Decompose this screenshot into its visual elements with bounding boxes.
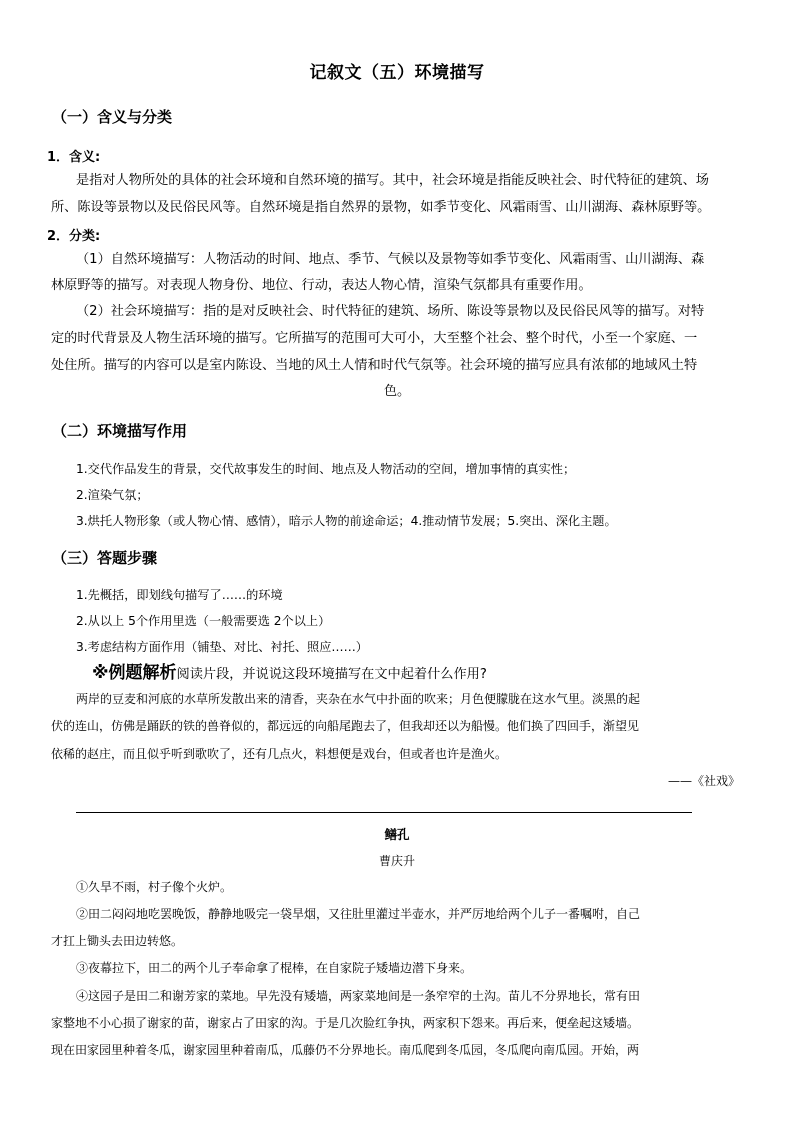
section3-heading: （三）答题步骤 <box>52 549 158 567</box>
page-title: 记叙文（五）环境描写 <box>309 63 485 83</box>
step-item-3: 3.考虑结构方面作用（铺垫、对比、衬托、照应……） <box>76 640 368 654</box>
story-paragraph-line: ④这园子是田二和谢芳家的菜地。早先没有矮墙，两家菜地间是一条窄窄的土沟。苗儿不分界地长，常有田 <box>76 989 641 1003</box>
classification-label: 2．分类: <box>47 229 101 244</box>
social-env-line-2: 定的时代背景及人物生活环境的描写。它所描写的范围可大可小，大至整个社会、整个时代，小至一个家庭、一 <box>51 331 698 346</box>
step-item-2: 2.从以上 5个作用里选（一般需要选 2个以上） <box>76 614 331 628</box>
social-env-line-3: 处住所。描写的内容可以是室内陈设、当地的风土人情和时代气氛等。社会环境的描写应具有浓郁的地域风土特 <box>51 358 698 373</box>
story-paragraph-line: ②田二闷闷地吃罢晚饭，静静地吸完一袋旱烟，又往肚里灌过半壶水，并严厉地给两个儿子一番嘱咐，自己 <box>76 907 641 921</box>
natural-env-line-2: 林原野等的描写。对表现人物身份、地位、行动，表达人物心情，渲染气氛都具有重要作用。 <box>51 278 592 293</box>
function-item-1: 1.交代作品发生的背景，交代故事发生的时间、地点及人物活动的空间，增加事情的真实性； <box>76 462 576 476</box>
story-paragraph-line: 家整地不小心损了谢家的苗，谢家占了田家的沟。于是几次脸红争执，两家积下怨来。再后来，便垒起这矮墙。 <box>51 1016 640 1030</box>
example-passage-line-3: 依稀的赵庄，而且似乎听到歌吹了，还有几点火，料想便是戏台，但或者也许是渔火。 <box>51 747 508 761</box>
story-paragraph-line: ③夜幕拉下，田二的两个儿子奉命拿了棍棒，在自家院子矮墙边潜下身来。 <box>76 961 473 975</box>
definition-line-2: 所、陈设等景物以及民俗民风等。自然环境是指自然界的景物，如季节变化、风霜雨雪、山川湖海、森林原野等。 <box>51 200 711 215</box>
step-item-1: 1.先概括，即划线句描写了……的环境 <box>76 588 283 602</box>
definition-line-1: 是指对人物所处的具体的社会环境和自然环境的描写。其中，社会环境是指能反映社会、时代特征的建筑、场 <box>76 173 709 188</box>
social-env-line-1: （2）社会环境描写：指的是对反映社会、时代特征的建筑、场所、陈设等景物以及民俗民风等的描写。对特 <box>76 304 705 319</box>
natural-env-line-1: （1）自然环境描写：人物活动的时间、地点、季节、气候以及景物等如季节变化、风霜雨雪、山川湖海、森 <box>76 252 705 267</box>
story-paragraph-line: 现在田家园里种着冬瓜，谢家园里种着南瓜，瓜藤仍不分界地长。南瓜爬到冬瓜园，冬瓜爬向南瓜园。开始，两 <box>51 1043 640 1057</box>
definition-label: 1．含义: <box>47 150 101 165</box>
story-author: 曹庆升 <box>378 854 415 868</box>
section-divider <box>76 812 692 813</box>
social-env-line-4: 色。 <box>383 384 411 399</box>
example-prompt: 阅读片段，并说说这段环境描写在文中起着什么作用? <box>176 667 487 682</box>
example-passage-line-2: 伏的连山，仿佛是踊跃的铁的兽脊似的，都远远的向船尾跑去了，但我却还以为船慢。他们换了四回手，渐望见 <box>51 719 640 733</box>
example-passage-line-1: 两岸的豆麦和河底的水草所发散出来的清香，夹杂在水气中扑面的吹来；月色便朦胧在这水气里。淡黑的起 <box>76 692 641 706</box>
function-item-3: 3.烘托人物形象（或人物心情、感情），暗示人物的前途命运；4.推动情节发展；5.突出、深化主题。 <box>76 514 617 528</box>
example-label: ※例题解析 <box>92 663 177 683</box>
function-item-2: 2.渲染气氛； <box>76 488 149 502</box>
story-paragraph-line: ①久旱不雨，村子像个火炉。 <box>76 880 233 894</box>
story-title: 鳝孔 <box>384 827 410 842</box>
section1-heading: （一）含义与分类 <box>52 108 173 126</box>
story-paragraph-line: 才扛上锄头去田边转悠。 <box>51 934 184 948</box>
example-source: ——《社戏》 <box>667 774 740 788</box>
example-heading-line <box>92 661 487 687</box>
section2-heading: （二）环境描写作用 <box>52 422 188 440</box>
